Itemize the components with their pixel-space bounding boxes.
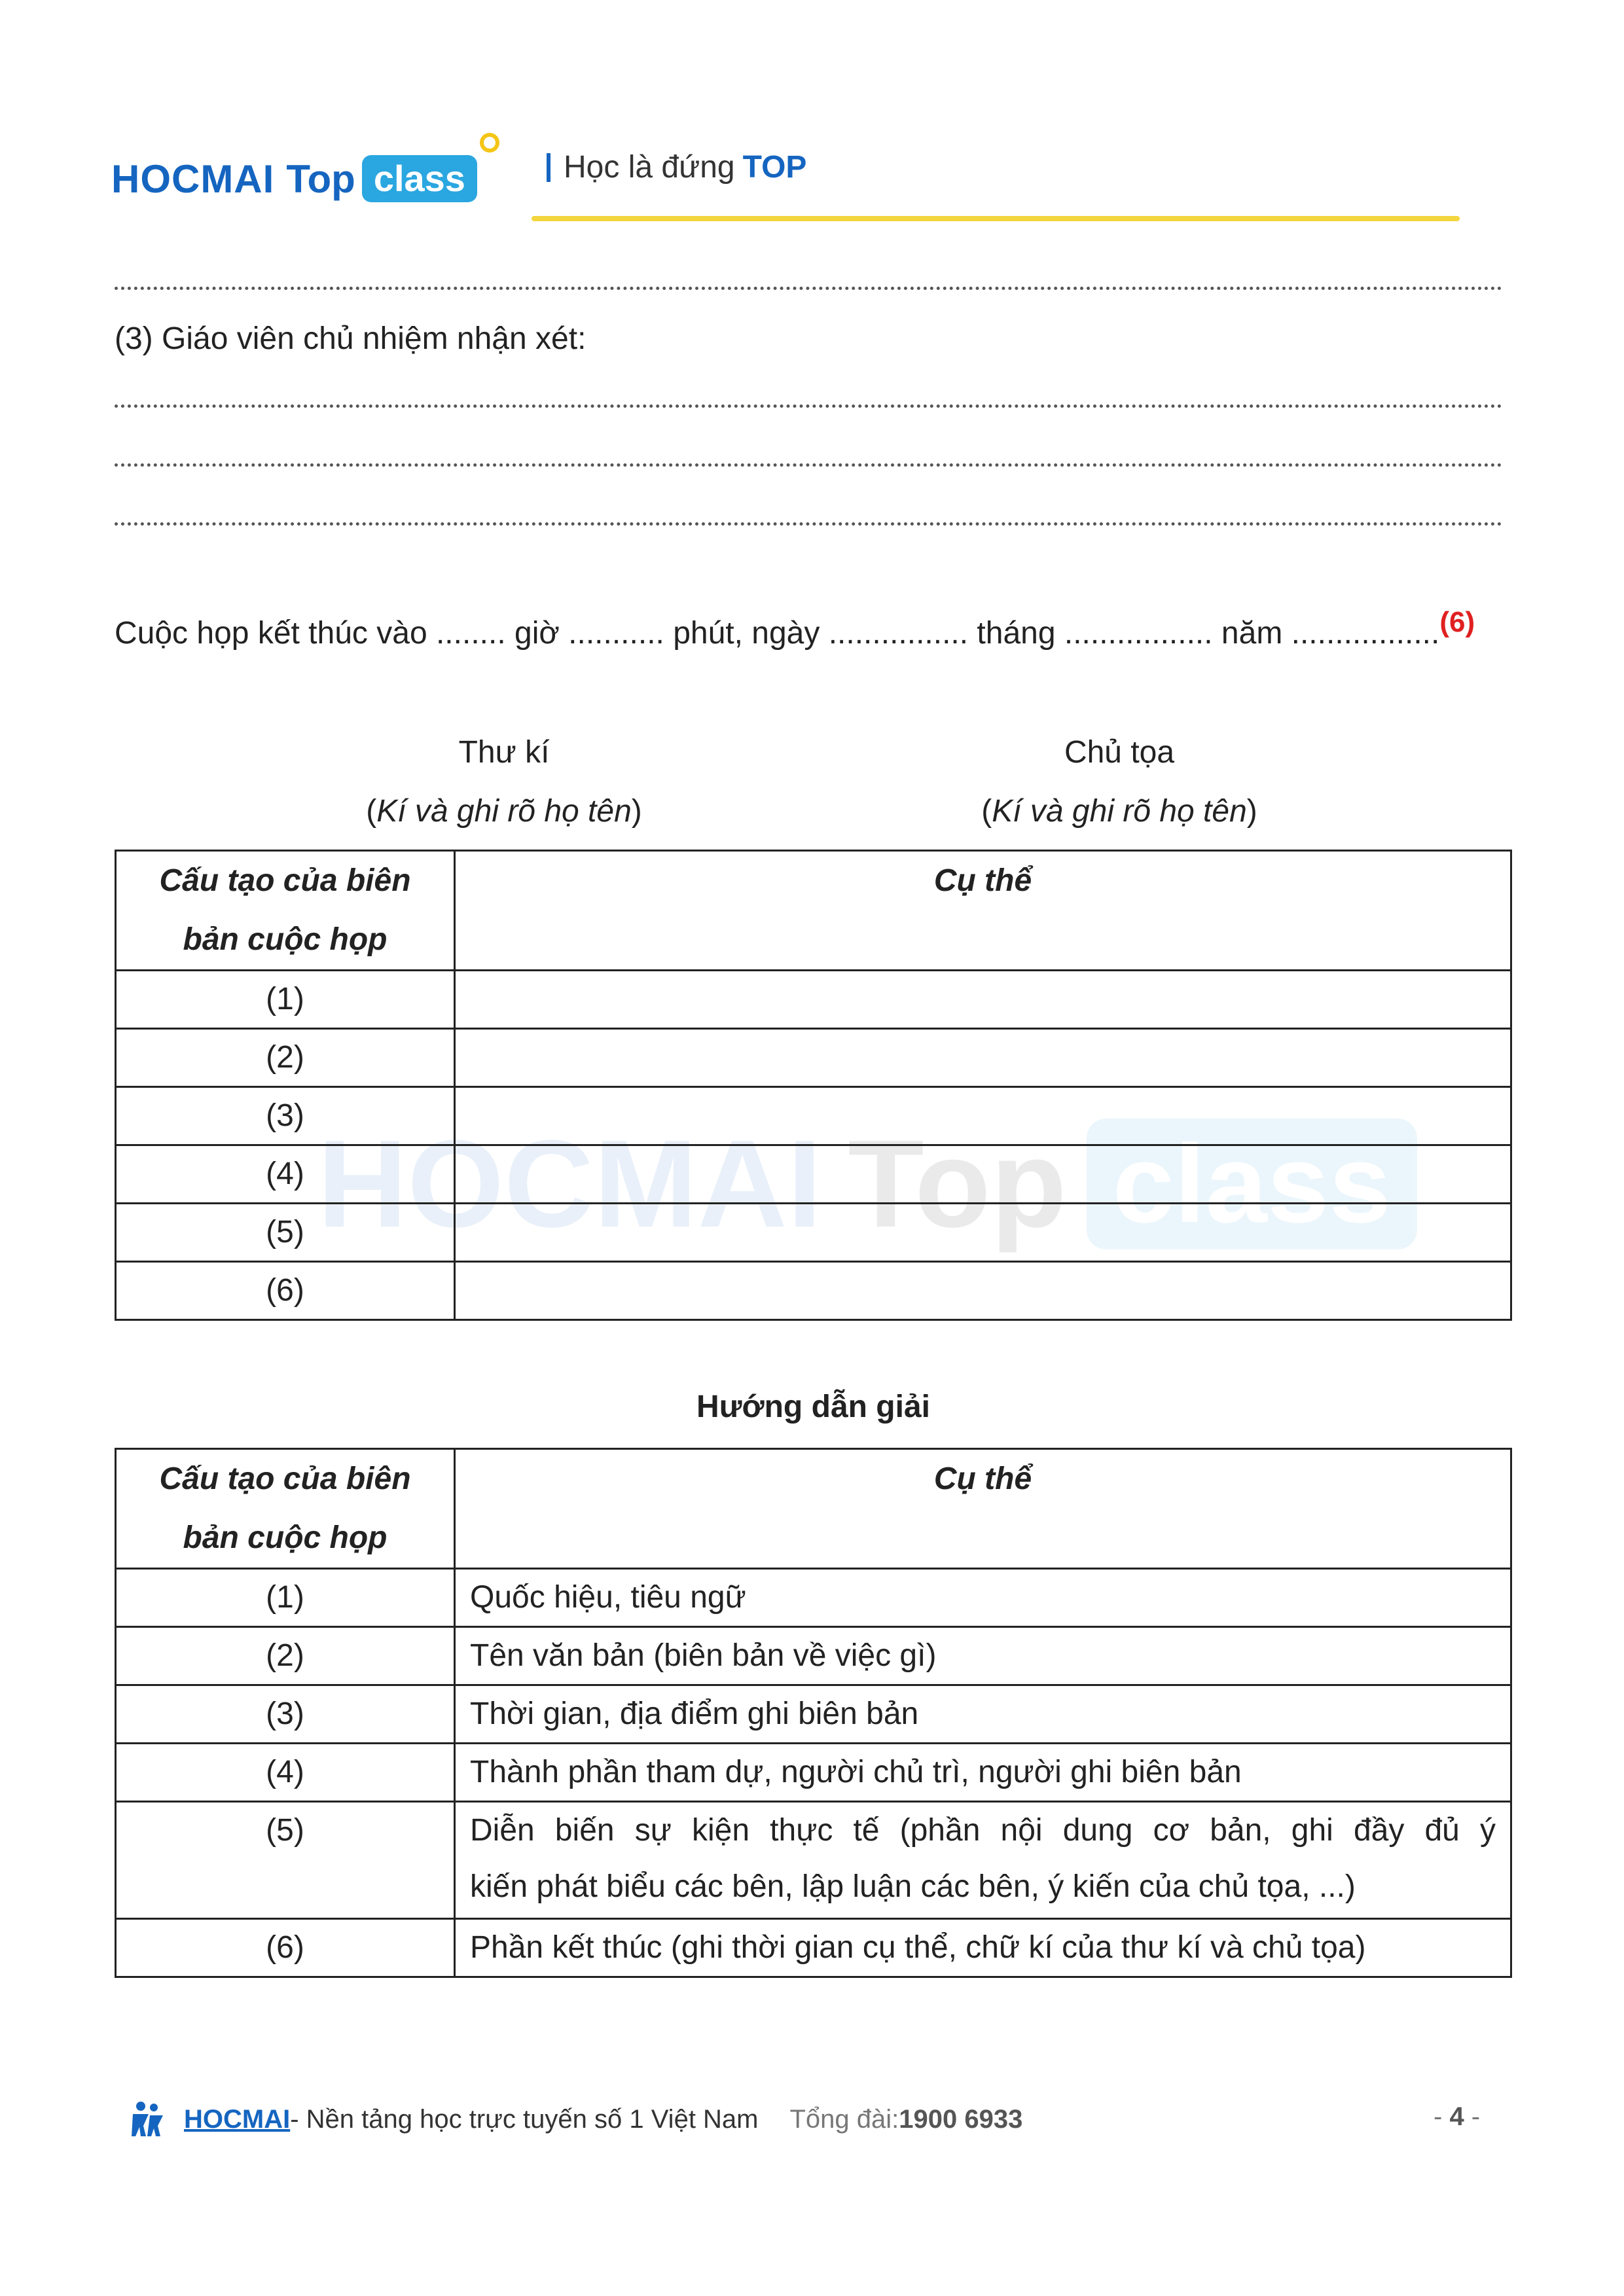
secretary-title: Thư kí	[458, 735, 550, 770]
table-row: (1) Quốc hiệu, tiêu ngữ	[116, 1569, 1511, 1627]
solution-table	[115, 1448, 1512, 1978]
dotted-line	[115, 404, 1502, 408]
dotted-line	[115, 522, 1502, 526]
footer-brand-link[interactable]: HOCMAI	[184, 2104, 291, 2134]
dotted-line	[115, 463, 1502, 467]
table-header-row	[116, 851, 1511, 971]
blank-cell[interactable]	[455, 1087, 1511, 1145]
slogan-highlight: TOP	[742, 150, 807, 185]
blank-cell[interactable]	[455, 1029, 1511, 1087]
table-row: (6)	[116, 1262, 1511, 1320]
table-row: (5)	[116, 1204, 1511, 1262]
signature-note-text: Kí và ghi rõ họ tên	[992, 794, 1247, 829]
table-row: (4) Thành phần tham dự, người chủ trì, người ghi biên bản	[116, 1744, 1511, 1802]
table-row: (3) Thời gian, địa điểm ghi biên bản	[116, 1685, 1511, 1744]
table-row: (4)	[116, 1145, 1511, 1204]
chair-title: Chủ tọa	[1064, 735, 1175, 770]
table-row: (2)	[116, 1029, 1511, 1087]
table-row: (6) Phần kết thúc (ghi thời gian cụ thể, chữ kí của thư kí và chủ tọa)	[116, 1919, 1511, 1977]
logo-top-text: Top	[286, 156, 355, 201]
blank-cell[interactable]	[455, 1262, 1511, 1320]
header-underline	[532, 216, 1460, 221]
blank-cell[interactable]	[455, 1145, 1511, 1204]
blank-cell[interactable]	[455, 1204, 1511, 1262]
logo-class-text: class	[373, 158, 465, 199]
watermark-top: Top	[848, 1115, 1067, 1253]
signature-note-text: Kí và ghi rõ họ tên	[376, 794, 632, 829]
footer-hotline-label: Tổng đài:	[789, 2104, 899, 2134]
meeting-end-mark: (6)	[1439, 606, 1475, 638]
table-header-row	[116, 1449, 1511, 1569]
hocmai-topclass-logo	[111, 149, 477, 208]
page-number: - 4 -	[1434, 2102, 1481, 2131]
slogan-prefix: Học là đứng	[564, 150, 735, 185]
hocmai-kids-icon	[128, 2100, 167, 2139]
solution-title: Hướng dẫn giải	[696, 1390, 930, 1424]
meeting-end-line	[115, 606, 1475, 651]
footer-hotline-number: 1900 6933	[899, 2104, 1023, 2134]
footer	[128, 2100, 1022, 2139]
header-details: Cụ thể	[455, 851, 1511, 971]
table-row: (3)	[116, 1087, 1511, 1145]
teacher-comment-label: (3) Giáo viên chủ nhiệm nhận xét:	[115, 321, 586, 356]
chair-signature-note: (Kí và ghi rõ họ tên)	[981, 794, 1257, 829]
logo-class-badge	[362, 155, 477, 202]
header-details: Cụ thể	[455, 1449, 1511, 1569]
blank-structure-table	[115, 850, 1512, 1321]
watermark-hocmai: HOCMAI	[317, 1115, 822, 1253]
slogan	[547, 149, 806, 185]
header-structure: Cấu tạo của biên bản cuộc họp	[116, 1449, 455, 1569]
footer-tagline: - Nền tảng học trực tuyến số 1 Việt Nam	[290, 2104, 759, 2134]
blank-cell[interactable]	[455, 971, 1511, 1029]
table-row: (5) Diễn biến sự kiện thực tế (phần nội dung cơ bản, ghi đầy đủ ý kiến phát biểu các bên, lập luận các bên, ý kiến của chủ tọa, ...)	[116, 1802, 1511, 1919]
sun-icon	[480, 133, 499, 152]
watermark-class: class	[1087, 1119, 1417, 1249]
dotted-line	[115, 287, 1502, 290]
secretary-signature-note: (Kí và ghi rõ họ tên)	[366, 794, 642, 829]
meeting-end-text: Cuộc họp kết thúc vào ........ giờ ........... phút, ngày ................ tháng ................. năm .................	[115, 616, 1440, 651]
table-row: (2) Tên văn bản (biên bản về việc gì)	[116, 1627, 1511, 1685]
logo-hocmai-text: HOCMAI	[111, 156, 275, 201]
slogan-divider	[547, 153, 550, 182]
table-row: (1)	[116, 971, 1511, 1029]
header-structure: Cấu tạo của biên bản cuộc họp	[116, 851, 455, 971]
